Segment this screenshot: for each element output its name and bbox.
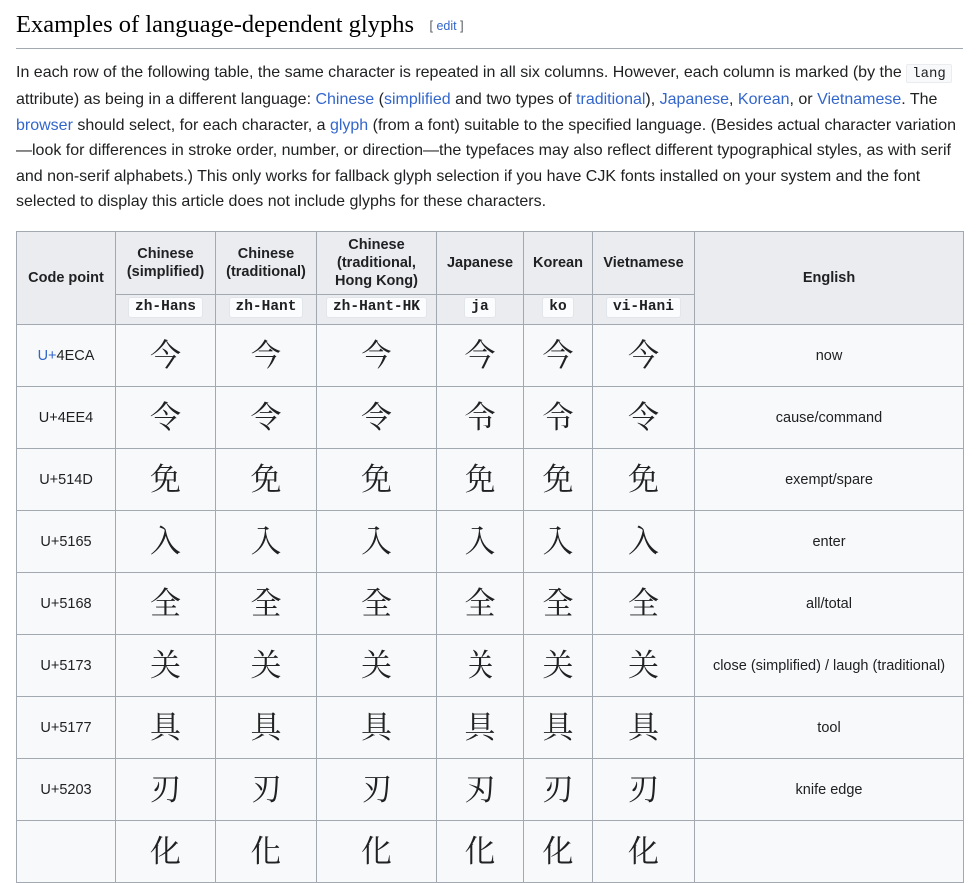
lang-tag-chip: ja (464, 297, 495, 318)
english-cell: now (695, 325, 964, 387)
wiki-link[interactable]: traditional (576, 91, 646, 109)
glyph-cell-zh-hant-hk: 关 (317, 635, 437, 697)
lang-tag-cell-ja (437, 295, 524, 325)
code-point-header: Code point (17, 231, 116, 325)
lang-tag-chip: vi-Hani (606, 297, 681, 318)
glyph-cell-zh-hans: 关 (116, 635, 216, 697)
glyph-cell-vi-hani: 关 (593, 635, 695, 697)
code-point-cell: U+4EE4 (17, 387, 116, 449)
glyph-cell-ja: 化 (437, 821, 524, 883)
glyph-cell-zh-hans: 刃 (116, 759, 216, 821)
text-segment: ), (645, 91, 660, 109)
wiki-link[interactable]: Japanese (659, 91, 730, 109)
glyph-cell-ja: 具 (437, 697, 524, 759)
english-cell: all/total (695, 573, 964, 635)
lang-tag-cell-zh-hant (216, 295, 317, 325)
text-segment: , or (789, 91, 818, 109)
edit-section (426, 19, 464, 33)
intro-paragraph (16, 60, 963, 215)
lang-attribute-chip: lang (906, 64, 952, 83)
lang-tag-cell-zh-hant-hk (317, 295, 437, 325)
text-segment: attribute) as being in a different language: (16, 91, 316, 109)
text-segment: ( (374, 91, 384, 109)
edit-link[interactable]: edit (436, 19, 457, 33)
page-title: Examples of language-dependent glyphs (16, 11, 415, 38)
glyph-cell-zh-hans: 具 (116, 697, 216, 759)
code-point-cell (17, 325, 116, 387)
language-header-ko: Korean (524, 231, 593, 294)
lang-tag-chip: ko (542, 297, 573, 318)
glyph-cell-zh-hans: 免 (116, 449, 216, 511)
glyph-cell-ja: 免 (437, 449, 524, 511)
glyph-cell-zh-hant: 免 (216, 449, 317, 511)
glyph-cell-zh-hant: 具 (216, 697, 317, 759)
glyph-cell-vi-hani: 具 (593, 697, 695, 759)
glyph-cell-zh-hant: 令 (216, 387, 317, 449)
english-cell: tool (695, 697, 964, 759)
glyph-row (17, 635, 964, 697)
section-heading (16, 9, 963, 49)
glyph-cell-ja: 入 (437, 511, 524, 573)
glyph-cell-ja: 令 (437, 387, 524, 449)
wiki-link[interactable]: Korean (737, 91, 790, 109)
glyph-cell-zh-hant: 关 (216, 635, 317, 697)
glyph-cell-ko: 关 (524, 635, 593, 697)
lang-tag-chip: zh-Hant-HK (326, 297, 427, 318)
code-point-cell: U+5177 (17, 697, 116, 759)
glyph-cell-zh-hant-hk: 全 (317, 573, 437, 635)
lang-tag-chip: zh-Hant (229, 297, 304, 318)
text-segment: (from a font) suitable to the specified language. (Besides actual character variation—look for differences in stroke order, number, or direction—the typefaces may also reflect different typographical styles, as with serif and non-serif alphabets.) This only works for fallback glyph selection if you have CJK fonts installed on your system and the font selected to display this article does not include glyphs for these characters. (16, 116, 957, 211)
glyph-cell-ko: 化 (524, 821, 593, 883)
edit-bracket-open: [ (429, 19, 433, 33)
glyph-cell-vi-hani: 刃 (593, 759, 695, 821)
glyph-cell-zh-hant-hk: 今 (317, 325, 437, 387)
glyph-cell-ja: 全 (437, 573, 524, 635)
glyph-cell-zh-hant: 全 (216, 573, 317, 635)
glyph-row (17, 387, 964, 449)
glyph-cell-ko: 具 (524, 697, 593, 759)
glyph-cell-zh-hant-hk: 令 (317, 387, 437, 449)
wiki-link[interactable]: glyph (329, 116, 369, 134)
glyph-cell-ko: 刃 (524, 759, 593, 821)
glyph-cell-vi-hani: 化 (593, 821, 695, 883)
glyph-cell-zh-hant: 化 (216, 821, 317, 883)
english-header: English (695, 231, 964, 325)
lang-tag-cell-zh-hans (116, 295, 216, 325)
glyph-cell-ko: 令 (524, 387, 593, 449)
text-segment: and two types of (450, 91, 577, 109)
glyph-cell-vi-hani: 今 (593, 325, 695, 387)
glyph-cell-zh-hans: 入 (116, 511, 216, 573)
glyph-cell-ko: 今 (524, 325, 593, 387)
glyph-cell-ko: 全 (524, 573, 593, 635)
table-header-row (17, 231, 964, 294)
wiki-link[interactable]: Vietnamese (817, 91, 902, 109)
glyph-cell-vi-hani: 免 (593, 449, 695, 511)
code-point-cell: U+5165 (17, 511, 116, 573)
code-point-cell: U+514D (17, 449, 116, 511)
code-point-cell (17, 821, 116, 883)
language-header-ja: Japanese (437, 231, 524, 294)
code-point-cell: U+5203 (17, 759, 116, 821)
language-header-zh-hans: Chinese (simplified) (116, 231, 216, 294)
wiki-link[interactable]: simplified (383, 91, 451, 109)
glyph-cell-zh-hans: 化 (116, 821, 216, 883)
lang-tag-cell-vi-hani (593, 295, 695, 325)
glyph-row (17, 697, 964, 759)
glyph-row (17, 449, 964, 511)
glyph-cell-ko: 免 (524, 449, 593, 511)
wiki-link[interactable]: Chinese (315, 91, 375, 109)
glyph-cell-ja: 今 (437, 325, 524, 387)
glyph-cell-vi-hani: 全 (593, 573, 695, 635)
english-cell: cause/command (695, 387, 964, 449)
language-header-zh-hant-hk: Chinese (traditional, Hong Kong) (317, 231, 437, 294)
english-cell: enter (695, 511, 964, 573)
text-segment: , (729, 91, 738, 109)
glyph-cell-ja: 刃 (437, 759, 524, 821)
code-point-cell: U+5173 (17, 635, 116, 697)
glyph-row (17, 511, 964, 573)
wiki-link[interactable]: browser (16, 116, 73, 134)
glyph-cell-zh-hant-hk: 入 (317, 511, 437, 573)
glyph-cell-zh-hant-hk: 免 (317, 449, 437, 511)
lang-tag-chip: zh-Hans (128, 297, 203, 318)
glyph-cell-vi-hani: 入 (593, 511, 695, 573)
glyph-cell-zh-hans: 今 (116, 325, 216, 387)
code-point-rest: 4ECA (56, 347, 95, 364)
english-cell (695, 821, 964, 883)
code-point-cell: U+5168 (17, 573, 116, 635)
glyph-row (17, 821, 964, 883)
text-segment: In each row of the following table, the same character is repeated in all six columns. However, each column is marked (by the (16, 63, 907, 81)
code-point-link[interactable]: U+ (37, 347, 57, 364)
text-segment: should select, for each character, a (72, 116, 330, 134)
glyph-cell-zh-hant-hk: 具 (317, 697, 437, 759)
glyph-cell-zh-hant-hk: 刃 (317, 759, 437, 821)
lang-tag-cell-ko (524, 295, 593, 325)
glyph-cell-zh-hant-hk: 化 (317, 821, 437, 883)
glyph-row (17, 759, 964, 821)
english-cell: knife edge (695, 759, 964, 821)
language-header-vi-hani: Vietnamese (593, 231, 695, 294)
text-segment: . The (901, 91, 938, 109)
language-glyph-table (16, 231, 964, 883)
glyph-cell-zh-hant: 刃 (216, 759, 317, 821)
glyph-cell-zh-hans: 全 (116, 573, 216, 635)
article-page (0, 9, 979, 883)
english-cell: close (simplified) / laugh (traditional) (695, 635, 964, 697)
glyph-cell-ja: 关 (437, 635, 524, 697)
edit-bracket-close: ] (460, 19, 464, 33)
glyph-cell-zh-hant: 今 (216, 325, 317, 387)
language-header-zh-hant: Chinese (traditional) (216, 231, 317, 294)
english-cell: exempt/spare (695, 449, 964, 511)
glyph-row (17, 325, 964, 387)
glyph-cell-ko: 入 (524, 511, 593, 573)
glyph-cell-vi-hani: 令 (593, 387, 695, 449)
glyph-cell-zh-hant: 入 (216, 511, 317, 573)
glyph-cell-zh-hans: 令 (116, 387, 216, 449)
glyph-row (17, 573, 964, 635)
